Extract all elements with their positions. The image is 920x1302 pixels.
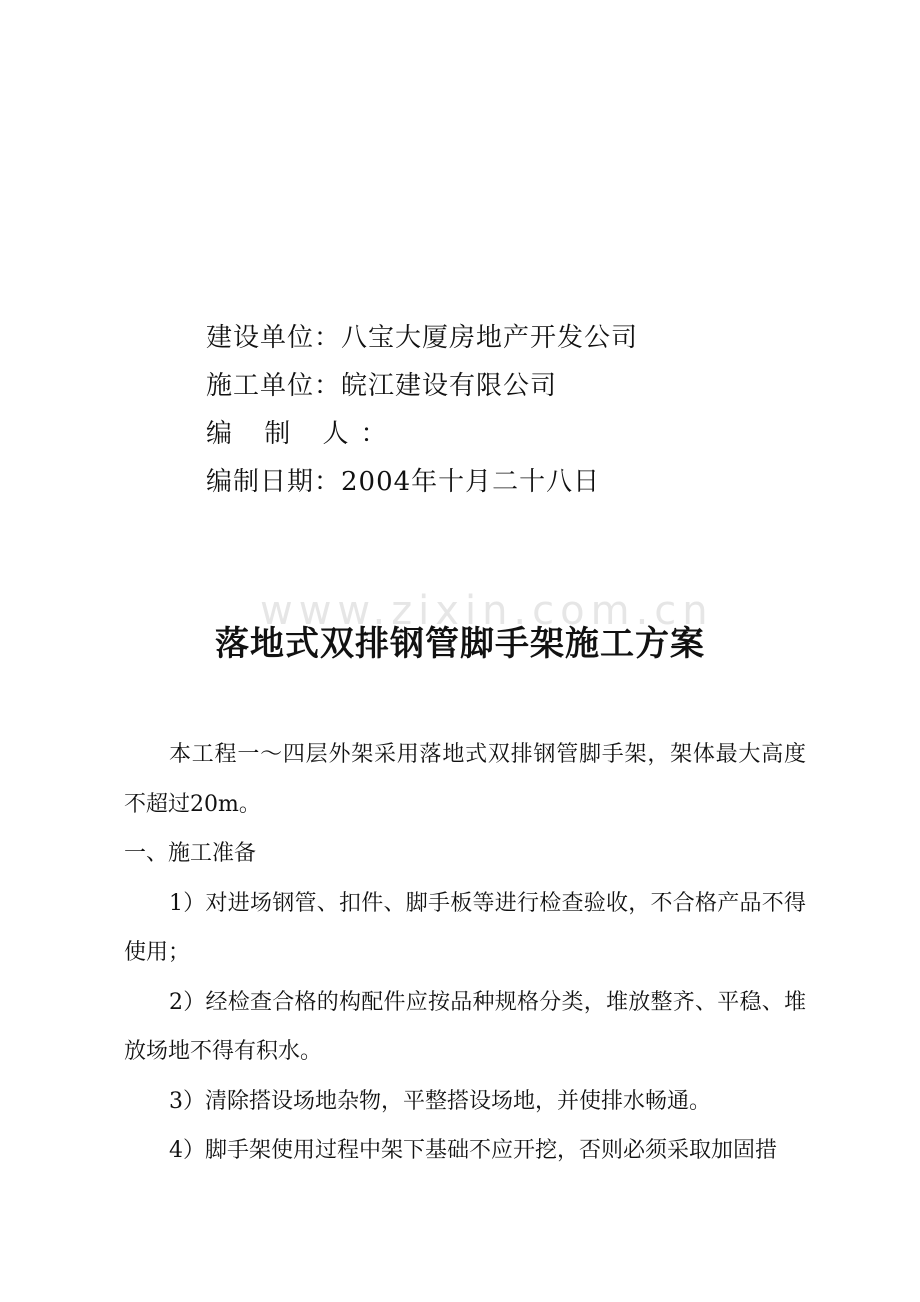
list-item: 3）清除搭设场地杂物，平整搭设场地，并使排水畅通。 [169,1088,711,1114]
section-heading: 一、施工准备 [124,841,257,866]
document-title: 落地式双排钢管脚手架施工方案 [215,624,705,664]
compiler-label: 编 制 人： [206,419,399,449]
contractor-unit-line: 施工单位：皖江建设有限公司 [206,371,558,401]
cover-info-block [206,314,806,506]
watermark: www.zixin.com.cn [260,588,714,634]
intro-paragraph: 本工程一～四层外架采用落地式双排钢管脚手架，架体最大高度不超过20m。 [124,742,806,817]
list-item: 2）经检查合格的构配件应按品种规格分类，堆放整齐、平稳、堆放场地不得有积水。 [124,989,806,1064]
compiler-line [206,410,806,458]
list-item: 4）脚手架使用过程中架下基础不应开挖，否则必须采取加固措 [169,1138,777,1163]
compile-date-line: 编制日期：2004年十月二十八日 [206,467,601,497]
document-body [124,730,806,1176]
list-item: 1）对进场钢管、扣件、脚手板等进行检查验收，不合格产品不得使用； [124,890,806,965]
construction-unit-line: 建设单位：八宝大厦房地产开发公司 [206,323,639,353]
